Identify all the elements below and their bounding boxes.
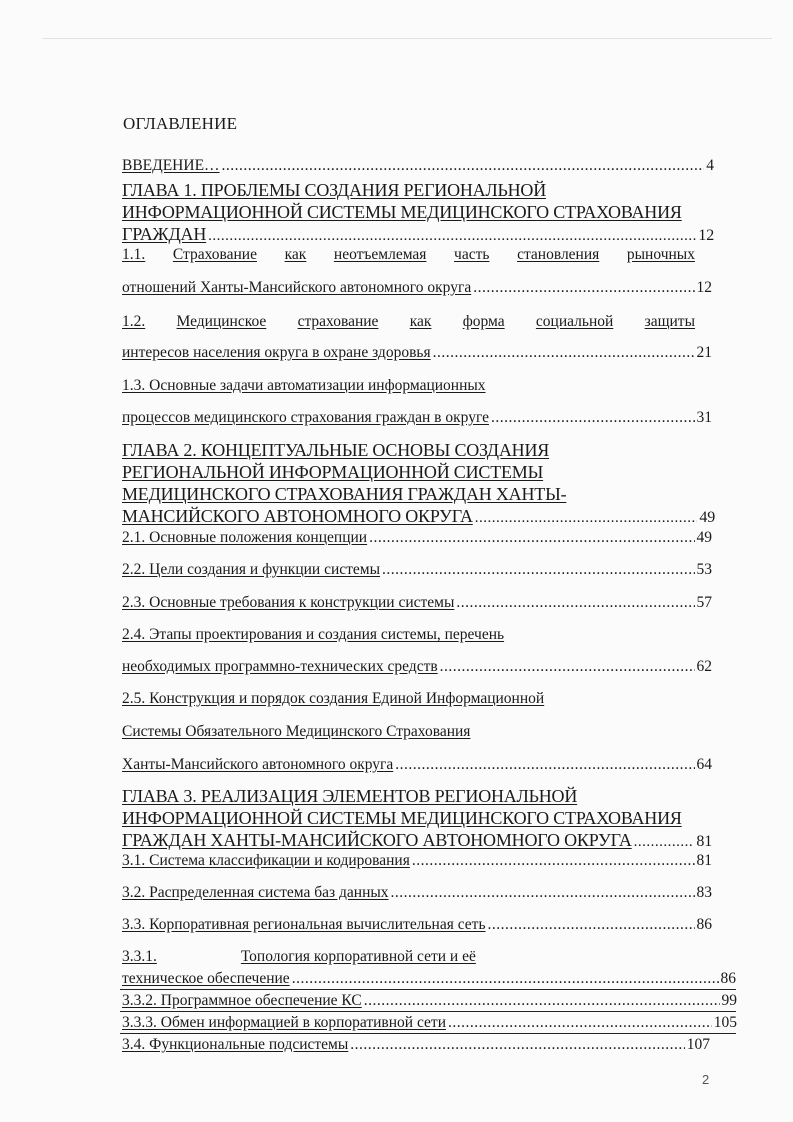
chapter-1-heading-line2: ИНФОРМАЦИОННОЙ СИСТЕМЫ МЕДИЦИНСКОГО СТРАХОВАНИЯ xyxy=(122,202,682,222)
leader-dots xyxy=(382,560,694,580)
leader-dots xyxy=(448,1013,712,1033)
leader-dots xyxy=(634,831,695,853)
chapter-2-heading-line4: МАНСИЙСКОГО АВТОНОМНОГО ОКРУГА ..... 49 xyxy=(122,505,715,529)
toc-page-number: 81 xyxy=(696,833,712,850)
leader-dots xyxy=(369,528,694,548)
chapter-3-heading-line2: ИНФОРМАЦИОННОЙ СИСТЕМЫ МЕДИЦИНСКОГО СТРАХОВАНИЯ xyxy=(122,808,682,828)
section-1-3-line2: процессов медицинского страхования граждан в округе ..... 31 xyxy=(122,408,712,428)
toc-page-number: 49 xyxy=(696,529,712,546)
leader-dots xyxy=(350,1035,684,1055)
leader-dots xyxy=(488,915,695,935)
section-3-4: 3.4. Функциональные подсистемы ..... 107 xyxy=(122,1035,710,1055)
chapter-3-heading-line3: ГРАЖДАН ХАНТЫ-МАНСИЙСКОГО АВТОНОМНОГО ОКРУГА ..... 81 xyxy=(122,829,712,853)
section-3-1: 3.1. Система классификации и кодирования ..... 81 xyxy=(122,851,712,871)
toc-page-number: 53 xyxy=(696,561,712,578)
leader-dots xyxy=(433,343,695,363)
toc-page-number: 31 xyxy=(696,409,712,426)
toc-page-number: 64 xyxy=(696,756,712,773)
section-1-1-line1: 1.1. Страхование как неотъемлемая часть становления рыночных xyxy=(122,246,695,263)
toc-page-number: 12 xyxy=(696,279,712,296)
toc-page-number: 21 xyxy=(696,344,712,361)
chapter-2-heading-line1: ГЛАВА 2. КОНЦЕПТУАЛЬНЫЕ ОСНОВЫ СОЗДАНИЯ xyxy=(122,440,550,460)
section-2-2: 2.2. Цели создания и функции системы ..... 53 xyxy=(122,560,712,580)
toc-page-number: 86 xyxy=(696,916,712,933)
leader-dots xyxy=(292,969,719,989)
section-1-2-line2: интересов населения округа в охране здоровья ..... 21 xyxy=(122,343,712,363)
section-3-3-1-line1: 3.3.1. Топология корпоративной сети и её xyxy=(122,948,476,965)
toc-page-number: 86 xyxy=(720,970,736,987)
section-2-4-line2: необходимых программно-технических средств ..... 62 xyxy=(122,657,712,677)
chapter-1-heading-line1: ГЛАВА 1. ПРОБЛЕМЫ СОЗДАНИЯ РЕГИОНАЛЬНОЙ xyxy=(122,180,547,200)
section-1-3-line1: 1.3. Основные задачи автоматизации информационных xyxy=(122,377,486,394)
leader-dots xyxy=(395,755,694,775)
section-2-5-line1: 2.5. Конструкция и порядок создания Единой Информационной xyxy=(122,690,545,707)
toc-page-number: 99 xyxy=(721,992,737,1009)
toc-page-number: 49 xyxy=(699,509,715,526)
toc-page-number: 4 xyxy=(706,157,714,174)
section-3-3-2: 3.3.2. Программное обеспечение КС ..... 99 xyxy=(122,991,737,1011)
chapter-2-heading-line2: РЕГИОНАЛЬНОЙ ИНФОРМАЦИОННОЙ СИСТЕМЫ xyxy=(122,462,544,482)
underline-rule xyxy=(120,1033,736,1034)
toc-page-number: 105 xyxy=(713,1014,737,1031)
toc-entry-introduction xyxy=(122,156,714,176)
section-3-3-3: 3.3.3. Обмен информацией в корпоративной сети ..... 105 xyxy=(122,1013,737,1033)
leader-dots xyxy=(456,593,694,613)
chapter-2-heading-line3: МЕДИЦИНСКОГО СТРАХОВАНИЯ ГРАЖДАН ХАНТЫ- xyxy=(122,484,567,504)
leader-dots xyxy=(412,851,695,871)
leader-dots xyxy=(473,278,694,298)
section-3-3-1-line2: техническое обеспечение ..... 86 xyxy=(122,969,736,989)
page-title: ОГЛАВЛЕНИЕ xyxy=(123,114,238,133)
toc-page-number: 81 xyxy=(696,852,712,869)
section-3-2: 3.2. Распределенная система баз данных ..... 83 xyxy=(122,883,712,903)
toc-page-number: 83 xyxy=(696,884,712,901)
page-number: 2 xyxy=(702,1072,710,1087)
leader-dots xyxy=(364,991,720,1011)
section-2-3: 2.3. Основные требования к конструкции системы ..... 57 xyxy=(122,593,712,613)
chapter-3-heading-line1: ГЛАВА 3. РЕАЛИЗАЦИЯ ЭЛЕМЕНТОВ РЕГИОНАЛЬНОЙ xyxy=(122,786,578,806)
section-2-1: 2.1. Основные положения концепции ..... 49 xyxy=(122,528,712,548)
leader-dots xyxy=(491,408,695,428)
leader-dots xyxy=(222,156,705,176)
leader-dots xyxy=(440,657,695,677)
section-2-4-line1: 2.4. Этапы проектирования и создания системы, перечень xyxy=(122,626,505,643)
underline-rule xyxy=(120,1011,736,1012)
toc-page-number: 12 xyxy=(698,227,714,244)
section-1-2-line1: 1.2. Медицинское страхование как форма социальной защиты xyxy=(122,313,695,330)
toc-entry-label: ВВЕДЕНИЕ… xyxy=(122,157,220,174)
section-2-5-line3: Ханты-Мансийского автономного округа ..... 64 xyxy=(122,755,712,775)
chapter-1-heading-line3: ГРАЖДАН ..... 12 xyxy=(122,223,714,247)
leader-dots xyxy=(475,507,698,529)
toc-page-number: 107 xyxy=(686,1036,710,1053)
toc-page-number: 57 xyxy=(696,594,712,611)
leader-dots xyxy=(391,883,695,903)
section-1-1-line2: отношений Ханты-Мансийского автономного округа ..... 12 xyxy=(122,278,712,298)
underline-rule xyxy=(120,989,736,990)
toc-page-number: 62 xyxy=(696,658,712,675)
leader-dots xyxy=(208,225,696,247)
section-3-3: 3.3. Корпоративная региональная вычислительная сеть ..... 86 xyxy=(122,915,712,935)
section-2-5-line2: Системы Обязательного Медицинского Страхования xyxy=(122,723,471,740)
